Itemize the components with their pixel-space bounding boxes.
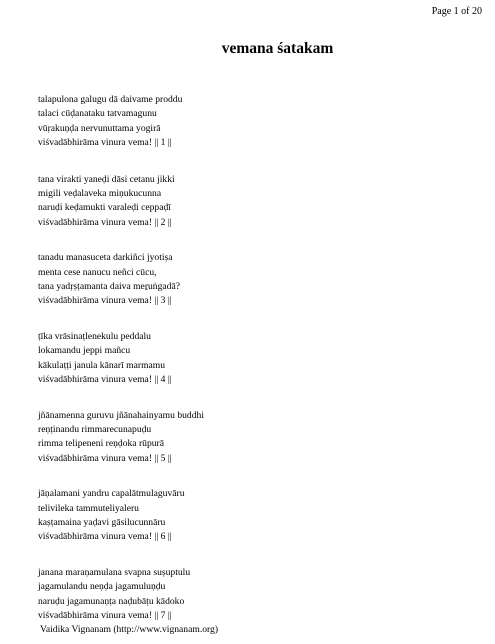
page-footer: Vaidika Vignanam (http://www.vignanam.org) (40, 624, 219, 635)
verse-7 (38, 566, 475, 624)
verse-2 (38, 173, 475, 231)
verse-line: migili veḍalaveka miṇukucunna (38, 188, 162, 200)
verse-line: kaṣṭamaina yaḍavi gāsilucunnāru (38, 516, 166, 528)
verse-4 (38, 330, 475, 388)
verse-line: tana virakti yaneḍi dāsi cetanu jikki (38, 173, 175, 185)
verse-refrain: viśvadābhirāma vinura vema! || 6 || (38, 531, 172, 543)
verse-line: naruḍu jagamunaṇṭa naḍubāṭu kādoko (38, 595, 185, 607)
verse-line: rimma telipeneni reṇḍoka rūpurā (38, 438, 165, 450)
verse-line: jāṇalamani yandru capalātmulaguvāru (38, 488, 185, 500)
verse-3 (38, 251, 475, 309)
verse-line: jagamulandu neṇḍa jagamuluṇḍu (38, 581, 166, 593)
verse-6 (38, 487, 475, 545)
verse-refrain: viśvadābhirāma vinura vema! || 1 || (38, 137, 172, 149)
verse-refrain: viśvadābhirāma vinura vema! || 7 || (38, 609, 172, 621)
verse-line: ṭīka vrāsinaṭlenekulu peddalu (38, 330, 151, 342)
verse-line: reṇṭinandu rimmarecunapuḍu (38, 423, 152, 435)
verse-refrain: viśvadābhirāma vinura vema! || 4 || (38, 374, 172, 386)
verse-line: telivileka tammuteliyaleru (38, 502, 139, 514)
verse-refrain: viśvadābhirāma vinura vema! || 2 || (38, 216, 172, 228)
page-title: vemana śatakam (221, 40, 334, 57)
verse-refrain: viśvadābhirāma vinura vema! || 3 || (38, 295, 172, 307)
verse-line: tana yadṛṣṭamanta daiva meṟuṅgadā? (38, 281, 180, 293)
verse-5 (38, 409, 475, 467)
verse-line: vūṛakuṇḍa nervunuttama yogirā (38, 122, 161, 134)
verse-line: jñānamenna guruvu jñānahainyamu buddhi (38, 409, 204, 421)
verse-line: talapulona galugu dā daivame proddu (38, 94, 183, 105)
verse-line: tanadu manasuceta darkiñci jyotiṣa (38, 252, 173, 264)
verse-1 (38, 93, 475, 151)
page-number: Page 1 of 20 (431, 6, 482, 17)
verse-line: kākulaṭṭi janula kānarī marmamu (38, 359, 166, 371)
verse-line: janana maraṇamulana svapna suṣuptulu (38, 566, 191, 578)
verse-refrain: viśvadābhirāma vinura vema! || 5 || (38, 452, 172, 464)
verse-line: naruḍi keḍamukti varaleḍi ceppaḍī (38, 202, 171, 214)
verse-line: menta cese nanucu neñci cūcu, (38, 266, 157, 278)
verse-line: lokamandu jeppi mañcu (38, 345, 131, 357)
verse-list (38, 93, 475, 644)
verse-line: talaci cūḍanataku tatvamagunu (38, 108, 157, 120)
